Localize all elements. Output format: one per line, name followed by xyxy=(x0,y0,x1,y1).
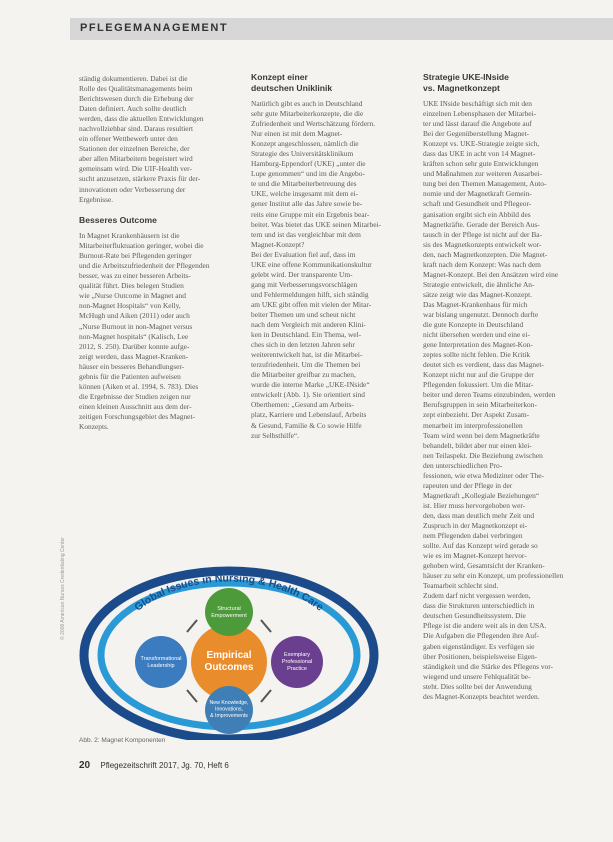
text-line: McHugh und Aiken (2011) oder auch xyxy=(79,311,190,321)
heading-line: deutschen Uniklinik xyxy=(251,82,333,93)
text-line: tung bei den Themen Management, Auto- xyxy=(423,179,547,189)
arc-title: Global Issues in Nursing & Health Care xyxy=(132,572,326,614)
text-line: dass die Strukturen unterschiedlich in xyxy=(423,601,535,611)
bottom-label: New Knowledge, Innovations, & Improvements xyxy=(209,700,249,719)
text-line: Mitarbeiterfluktuation geringer, wobei die xyxy=(79,241,204,251)
text-line: gaben eigenständiger. Es verfügen sie xyxy=(423,641,535,651)
publication-info: Pflegezeitschrift 2017, Jg. 70, Heft 6 xyxy=(100,761,229,770)
text-line: Stationen der einzelnen Bereiche, der xyxy=(79,144,190,154)
text-line: zept einbezieht. Der Aspekt Zusam- xyxy=(423,410,530,420)
text-line: nem Pflegenden dabei verbringen xyxy=(423,531,523,541)
text-line: „Nurse Burnout in non-Magnet versus xyxy=(79,321,193,331)
text-line: aber allen Mitarbeitern begeistert wird xyxy=(79,154,193,164)
text-line: häuser zu sehr ein Konzept, um professionellen xyxy=(423,571,564,581)
text-line: nen Teilaspekt. Die Beziehung zwischen xyxy=(423,450,543,460)
text-line: entwickelt (Abb. 1). Sie orientiert sind xyxy=(251,390,365,400)
figure-caption: Abb. 2: Magnet Komponenten xyxy=(79,737,166,744)
text-line: ken in Deutschland. Ein Thema, wel- xyxy=(251,330,362,340)
text-line: einzelnen Lebensphasen der Mitarbei- xyxy=(423,109,537,119)
heading-line: Strategie UKE-INside xyxy=(423,72,509,82)
text-line: wie es im Magnet-Konzept hervor- xyxy=(423,551,527,561)
text-line: UKE, welche insgesamt mit dem ei- xyxy=(251,189,359,199)
page-number: 20 xyxy=(79,760,91,771)
text-line: non-Magnet Hospitals“ von Kelly, xyxy=(79,301,181,311)
text-line: wie „Nurse Outcome in Magnet and xyxy=(79,291,186,301)
text-line: den unterschiedlichen Pro- xyxy=(423,460,503,470)
text-line: Natürlich gibt es auch in Deutschland xyxy=(251,99,363,108)
column-3 xyxy=(423,72,589,702)
left-label: Transformational Leadership xyxy=(140,656,182,669)
text-line: Das Magnet-Krankenhaus für mich xyxy=(423,299,528,309)
text-line: schaft und Gesundheit und Pflegeor- xyxy=(423,199,532,209)
text-line: Konzept angeschlossen, nämlich die xyxy=(251,139,359,149)
text-line: nomie und der Magnetkraft Gemein- xyxy=(423,189,532,199)
text-line: sollte. Auf das Konzept wird gerade so xyxy=(423,541,538,551)
text-line: wurde die interne Marke „UKE-INside“ xyxy=(251,380,370,390)
text-line: Zuspruch in der Magnetkonzept ei- xyxy=(423,520,528,530)
text-line: 2012, S. 250). Darüber konnte aufge- xyxy=(79,341,190,351)
text-line: zeigt werden, dass Magnet-Kranken- xyxy=(79,351,189,361)
text-line: Hamburg-Eppendorf (UKE) „unter die xyxy=(251,159,366,169)
text-line: ständigkeit und die Stärke des Pflegens vor- xyxy=(423,661,553,671)
text-line: Zudem darf nicht vergessen werden, xyxy=(423,591,531,601)
text-line: werden, dass die aktuellen Entwicklungen xyxy=(79,114,204,124)
heading-konzept xyxy=(251,72,411,93)
text-line: Lupe genommen“ und im die Angebo- xyxy=(251,169,365,179)
text-line: am UKE gibt offen mit vielen der Mitar- xyxy=(251,299,372,309)
left-circle xyxy=(135,636,187,688)
text-line: Strategie entwickelt, die ähnliche An- xyxy=(423,279,535,289)
text-line: Bei der Evaluation fiel auf, dass im xyxy=(251,249,356,259)
text-line: behandelt, bildet aber nur einen klei- xyxy=(423,440,532,450)
text-line: häuser ein besseres Behandlungser- xyxy=(79,361,185,371)
text-line: dass das UKE in acht von 14 Magnet- xyxy=(423,149,536,159)
text-line: wiegend und unsere Fehlqualität be- xyxy=(423,671,531,681)
magnet-model-figure xyxy=(79,540,379,740)
column-1-intro xyxy=(79,74,240,205)
text-line: Magnet-Konzept? xyxy=(251,239,305,249)
text-line: gang mit Verbesserungsvorschlägen xyxy=(251,279,358,289)
text-line: Rolle des Qualitätsmanagements beim xyxy=(79,84,193,94)
top-label: Structural Empowerment xyxy=(211,606,247,619)
text-line: gemeinsam wird. Die UIF-Health ver- xyxy=(79,164,192,174)
text-line: Daten definiert. Auch sollte deutlich xyxy=(79,104,187,114)
heading-line: Konzept einer xyxy=(251,72,308,82)
text-line: die gute Konzepte in Deutschland xyxy=(423,320,524,330)
text-line: te und die Mitarbeiterbetreuung des xyxy=(251,179,357,189)
text-line: Berichtswesen durch die Erhebung der xyxy=(79,94,194,104)
section-title: PFLEGEMANAGEMENT xyxy=(80,22,229,34)
text-line: gene Interpretation des Magnet-Kon- xyxy=(423,340,533,350)
text-line: kräften schon sehr gute Entwicklungen xyxy=(423,159,539,169)
text-line: Nur einen ist mit dem Magnet- xyxy=(251,129,343,139)
right-label: Exemplary Professional Practice xyxy=(281,652,313,672)
text-line: den, nach Magnetkonzepten. Die Magnet- xyxy=(423,249,548,259)
text-line: deutschen Gesundheitssystem. Die xyxy=(423,611,526,621)
text-line: Konzept nicht nur auf die Gruppe der xyxy=(423,370,534,380)
text-line: und Maßnahmen zur weiteren Ausarbei- xyxy=(423,169,543,179)
text-line: zeitigen Forschungsgebiet des Magnet- xyxy=(79,411,195,421)
text-line: besser, was zu einer besseren Arbeits- xyxy=(79,271,191,281)
text-line: tern und ist das vergleichbar mit dem xyxy=(251,229,361,239)
magnet-model-diagram xyxy=(79,540,379,740)
text-line: sucht anzusetzen, stärkere Praxis für der- xyxy=(79,174,201,184)
text-line: und die Arbeitszufriedenheit der Pflegenden xyxy=(79,261,210,271)
text-line: nachvollziehbar sind. Daraus resultiert xyxy=(79,124,194,134)
text-line: non-Magnet hospitals“ (Kalisch, Lee xyxy=(79,331,189,341)
text-line: ist. Hier muss hervorgehoben wer- xyxy=(423,500,526,510)
column-2 xyxy=(251,72,411,441)
text-line: platz, Karriere und Lebenslauf, Arbeits xyxy=(251,410,367,420)
heading-besseres-outcome: Besseres Outcome xyxy=(79,214,157,225)
text-line: Ergebnisse. xyxy=(79,194,114,204)
text-line: Burnout-Rate bei Pflegenden geringer xyxy=(79,251,192,261)
text-line: Pflege ist die andere weit als in den USA. xyxy=(423,621,547,631)
text-line: Teamarbeit schlecht sind. xyxy=(423,581,499,591)
center-label: Empirical Outcomes xyxy=(204,650,254,673)
text-line: ein offener Wettbewerb unter den xyxy=(79,134,178,144)
heading-line: vs. Magnetkonzept xyxy=(423,82,500,93)
text-line: ständig dokumentieren. Dabei ist die xyxy=(79,74,188,83)
column-1 xyxy=(79,74,240,432)
text-line: Pflegenden fokussiert. Um die Mitar- xyxy=(423,380,534,390)
column-3-body xyxy=(423,99,589,702)
text-line: über Positionen, beispielsweise Eigen- xyxy=(423,651,538,661)
text-line: gelebt wird. Der transparente Um- xyxy=(251,269,353,279)
text-line: qualität führt. Dies belegen Studien xyxy=(79,281,184,291)
page-footer xyxy=(79,760,229,771)
text-line: beiter Themen um und scheut nicht xyxy=(251,309,356,319)
text-line: Magnetkraft „Kollegiale Beziehungen“ xyxy=(423,490,540,500)
text-line: ganisation ergibt sich ein Abbild des xyxy=(423,209,531,219)
text-line: & Gesund, Familie & Co sowie Hilfe xyxy=(251,420,362,430)
text-line: gehoben wird, Gesamtsicht der Kranken- xyxy=(423,561,545,571)
text-line: Konzept vs. UKE-Strategie zeigte sich, xyxy=(423,139,540,149)
text-line: und Fehlermeldungen hilft, sich ständig xyxy=(251,289,369,299)
text-line: UKE eine offene Kommunikationskultur xyxy=(251,259,372,269)
text-line: einen kleinen Ausschnitt aus dem der- xyxy=(79,401,192,411)
text-line: UKE INside beschäftigt sich mit den xyxy=(423,99,532,108)
text-line: nicht übersehen werden und eine ei- xyxy=(423,330,530,340)
text-line: rapeuten und der Pflege in der xyxy=(423,480,513,490)
text-line: die Ergebnisse der Studien zeigen nur xyxy=(79,391,191,401)
text-line: Die Aufgaben die Pflegenden ihre Auf- xyxy=(423,631,539,641)
text-line: gener Institut alle das Jahre sowie be- xyxy=(251,199,363,209)
text-line: nach dem Vergleich mit anderen Klini- xyxy=(251,320,366,330)
text-line: Konzepts. xyxy=(79,422,109,431)
text-line: innovationen oder Verbesserung der xyxy=(79,184,186,194)
text-line: sätze zeigt wie das Magnet-Konzept. xyxy=(423,289,532,299)
text-line: Oberthemen: „Gesund am Arbeits- xyxy=(251,400,354,410)
text-line: war bislang ungenutzt. Dennoch durfte xyxy=(423,309,539,319)
text-line: des Magnet-Konzepts beachtet werden. xyxy=(423,691,540,701)
text-line: kraft nach dem Konzept: Was nach dem xyxy=(423,259,541,269)
text-line: In Magnet Krankenhäusern ist die xyxy=(79,231,180,241)
text-line: Strategie des Universitätsklinikum xyxy=(251,149,354,159)
text-line: gebnis für die Patienten aufweisen xyxy=(79,371,181,381)
text-line: fessionen, wie etwa Mediziner oder The- xyxy=(423,470,544,480)
text-line: Bei der Gegenüberstellung Magnet- xyxy=(423,129,530,139)
text-line: zur Selbsthilfe“. xyxy=(251,430,300,440)
top-circle xyxy=(205,588,253,636)
text-line: können (Aiken et al. 1994, S. 783). Dies xyxy=(79,381,199,391)
figure-credit: © 2008 American Nurses Credentialing Center xyxy=(60,537,66,640)
text-line: sis des Magnetkonzepts entwickelt wor- xyxy=(423,239,542,249)
text-line: sehr gute Mitarbeiterkonzepte, die die xyxy=(251,109,364,119)
text-line: tausch in der Pflege ist nicht auf der Ba- xyxy=(423,229,543,239)
text-line: Magnetkräfte. Gerade der Bereich Aus- xyxy=(423,219,540,229)
text-line: terzufriedenheit. Um die Themen bei xyxy=(251,360,361,370)
text-line: die Mitarbeiter greifbar zu machen, xyxy=(251,370,356,380)
text-line: menarbeit im interprofessionellen xyxy=(423,420,523,430)
text-line: deutet sich es verdient, dass das Magnet- xyxy=(423,360,544,370)
text-line: weiterentwickelt hat, ist die Mitarbei- xyxy=(251,350,363,360)
text-line: beiter und deren Teams einzubinden, werden xyxy=(423,390,556,400)
text-line: ches sich in den letzten Jahren sehr xyxy=(251,340,355,350)
text-line: Berufsgruppen in sein Mitarbeiterkon- xyxy=(423,400,537,410)
text-line: Magnet-Konzept. Bei den Ansätzen wird eine xyxy=(423,269,559,279)
text-line: Zufriedenheit und Wertschätzung fördern. xyxy=(251,119,376,129)
column-1-body xyxy=(79,231,240,432)
text-line: ter und lässt darauf die Angebote auf xyxy=(423,119,532,129)
text-line: steht. Dies sollte bei der Anwendung xyxy=(423,681,532,691)
column-2-body xyxy=(251,99,411,441)
text-line: beitet. Was bietet das UKE seinen Mitarbei- xyxy=(251,219,382,229)
text-line: Team wird wenn bei dem Magnetkräfte xyxy=(423,430,540,440)
text-line: zeptes sollte nicht fehlen. Die Kritik xyxy=(423,350,531,360)
text-line: reits eine Gruppe mit ein Ergebnis bear- xyxy=(251,209,370,219)
text-line: den, dass man deutlich mehr Zeit und xyxy=(423,510,535,520)
heading-strategie xyxy=(423,72,589,93)
